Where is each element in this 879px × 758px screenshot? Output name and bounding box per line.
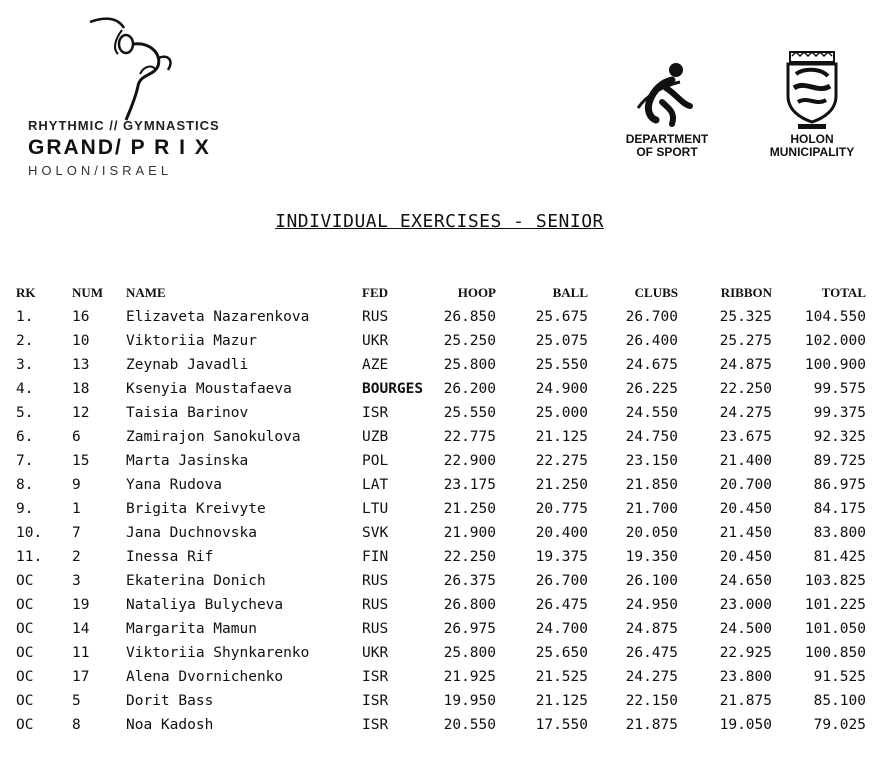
total-score-cell: 100.900 (804, 357, 866, 373)
municipal-crest-icon (784, 50, 840, 130)
total-score-cell: 92.325 (813, 429, 866, 445)
clubs-score-cell: 23.150 (625, 453, 678, 469)
gymnast-name-cell: Inessa Rif (126, 549, 214, 565)
clubs-score-cell: 24.950 (625, 597, 678, 613)
federation-cell: ISR (362, 669, 389, 685)
rank-cell: 11. (16, 549, 43, 565)
clubs-score-cell: 19.350 (625, 549, 678, 565)
hoop-score-cell: 25.550 (443, 405, 496, 421)
ball-score-cell: 21.125 (535, 429, 588, 445)
federation-cell: RUS (362, 573, 389, 589)
page-title: INDIVIDUAL EXERCISES - SENIOR (275, 211, 604, 232)
column-header-name: NAME (126, 285, 166, 300)
rank-cell: 1. (16, 309, 34, 325)
gymnast-name-cell: Alena Dvornichenko (126, 669, 284, 685)
federation-cell: BOURGES (362, 381, 424, 397)
hoop-score-cell: 25.800 (443, 645, 496, 661)
hoop-score-cell: 25.250 (443, 333, 496, 349)
hoop-score-cell: 21.925 (443, 669, 496, 685)
column-header-fed: FED (362, 285, 388, 300)
clubs-score-cell: 26.400 (625, 333, 678, 349)
number-cell: 7 (72, 525, 81, 541)
number-cell: 12 (72, 405, 90, 421)
rank-cell: 10. (16, 525, 43, 541)
hoop-score-cell: 22.775 (443, 429, 496, 445)
number-cell: 9 (72, 477, 81, 493)
column-header-num: NUM (72, 285, 104, 300)
holon-municipality-logo (762, 50, 862, 159)
rank-cell: OC (16, 621, 34, 637)
ball-score-cell: 21.125 (535, 693, 588, 709)
total-score-cell: 84.175 (813, 501, 866, 517)
clubs-score-cell: 26.475 (625, 645, 678, 661)
ball-score-cell: 20.400 (535, 525, 588, 541)
ribbon-score-cell: 21.875 (719, 693, 772, 709)
table-row (16, 353, 866, 377)
gymnast-name-cell: Ksenyia Moustafaeva (126, 381, 292, 397)
rank-cell: 9. (16, 501, 34, 517)
rank-cell: 3. (16, 357, 34, 373)
number-cell: 13 (72, 357, 90, 373)
federation-cell: AZE (362, 357, 389, 373)
total-score-cell: 81.425 (813, 549, 866, 565)
clubs-score-cell: 26.100 (625, 573, 678, 589)
gymnast-name-cell: Zamirajon Sanokulova (126, 429, 301, 445)
rank-cell: 6. (16, 429, 34, 445)
ribbon-score-cell: 23.000 (719, 597, 772, 613)
number-cell: 17 (72, 669, 90, 685)
total-score-cell: 89.725 (813, 453, 866, 469)
clubs-score-cell: 21.700 (625, 501, 678, 517)
clubs-score-cell: 21.850 (625, 477, 678, 493)
table-row (16, 593, 866, 617)
table-row (16, 305, 866, 329)
hoop-score-cell: 22.250 (443, 549, 496, 565)
ball-score-cell: 26.700 (535, 573, 588, 589)
gymnast-name-cell: Noa Kadosh (126, 717, 214, 733)
ball-score-cell: 25.675 (535, 309, 588, 325)
clubs-score-cell: 24.750 (625, 429, 678, 445)
rank-cell: OC (16, 645, 34, 661)
table-row (16, 473, 866, 497)
federation-cell: LTU (362, 501, 389, 517)
federation-cell: RUS (362, 621, 389, 637)
results-body (16, 305, 866, 737)
clubs-score-cell: 24.550 (625, 405, 678, 421)
federation-cell: POL (362, 453, 389, 469)
ball-score-cell: 24.700 (535, 621, 588, 637)
ribbon-score-cell: 23.800 (719, 669, 772, 685)
department-of-sport-logo (612, 60, 722, 159)
sponsor-caption-line2: OF SPORT (636, 145, 698, 159)
column-header-rk: RK (16, 285, 36, 300)
total-score-cell: 85.100 (813, 693, 866, 709)
total-score-cell: 83.800 (813, 525, 866, 541)
logo-text-line3: HOLON/ISRAEL (28, 163, 173, 178)
table-row (16, 425, 866, 449)
ribbon-score-cell: 20.450 (719, 549, 772, 565)
gymnast-name-cell: Taisia Barinov (126, 405, 249, 421)
table-row (16, 641, 866, 665)
federation-cell: SVK (362, 525, 389, 541)
ribbon-score-cell: 21.450 (719, 525, 772, 541)
rank-cell: 8. (16, 477, 34, 493)
hoop-score-cell: 19.950 (443, 693, 496, 709)
hoop-score-cell: 26.375 (443, 573, 496, 589)
hoop-score-cell: 23.175 (443, 477, 496, 493)
gymnast-name-cell: Brigita Kreivyte (126, 501, 266, 517)
table-row (16, 401, 866, 425)
number-cell: 15 (72, 453, 90, 469)
gymnast-name-cell: Jana Duchnovska (126, 525, 257, 541)
rank-cell: OC (16, 597, 34, 613)
column-header-ball: BALL (552, 285, 588, 300)
ribbon-score-cell: 20.700 (719, 477, 772, 493)
hoop-score-cell: 22.900 (443, 453, 496, 469)
sponsor-caption-line1: DEPARTMENT (625, 132, 709, 146)
table-row (16, 521, 866, 545)
number-cell: 3 (72, 573, 81, 589)
table-row (16, 497, 866, 521)
ribbon-score-cell: 24.500 (719, 621, 772, 637)
sponsor-caption-line2: MUNICIPALITY (769, 145, 855, 159)
federation-cell: ISR (362, 693, 389, 709)
table-row (16, 665, 866, 689)
clubs-score-cell: 24.675 (625, 357, 678, 373)
ball-score-cell: 17.550 (535, 717, 588, 733)
results-table (16, 281, 866, 737)
rank-cell: OC (16, 717, 34, 733)
table-row (16, 689, 866, 713)
ribbon-score-cell: 20.450 (719, 501, 772, 517)
federation-cell: ISR (362, 405, 389, 421)
ball-score-cell: 25.550 (535, 357, 588, 373)
table-row (16, 449, 866, 473)
gymnast-name-cell: Nataliya Bulycheva (126, 597, 284, 613)
clubs-score-cell: 22.150 (625, 693, 678, 709)
hoop-score-cell: 21.900 (443, 525, 496, 541)
ball-score-cell: 21.525 (535, 669, 588, 685)
rank-cell: OC (16, 669, 34, 685)
federation-cell: ISR (362, 717, 389, 733)
ball-score-cell: 25.000 (535, 405, 588, 421)
total-score-cell: 100.850 (804, 645, 866, 661)
gymnast-name-cell: Yana Rudova (126, 477, 223, 493)
number-cell: 14 (72, 621, 90, 637)
number-cell: 10 (72, 333, 90, 349)
hoop-score-cell: 20.550 (443, 717, 496, 733)
ribbon-score-cell: 25.325 (719, 309, 772, 325)
column-header-hoop: HOOP (457, 285, 496, 300)
ribbon-score-cell: 21.400 (719, 453, 772, 469)
gymnast-name-cell: Zeynab Javadli (126, 357, 249, 373)
number-cell: 6 (72, 429, 81, 445)
federation-cell: UKR (362, 333, 389, 349)
table-row (16, 377, 866, 401)
total-score-cell: 91.525 (813, 669, 866, 685)
clubs-score-cell: 24.275 (625, 669, 678, 685)
column-header-total: TOTAL (821, 285, 866, 300)
total-score-cell: 86.975 (813, 477, 866, 493)
federation-cell: RUS (362, 597, 389, 613)
number-cell: 16 (72, 309, 90, 325)
gymnast-name-cell: Viktoriia Mazur (126, 333, 257, 349)
clubs-score-cell: 21.875 (625, 717, 678, 733)
number-cell: 11 (72, 645, 90, 661)
hoop-score-cell: 26.850 (443, 309, 496, 325)
clubs-score-cell: 20.050 (625, 525, 678, 541)
hoop-score-cell: 26.975 (443, 621, 496, 637)
gymnast-name-cell: Ekaterina Donich (126, 573, 266, 589)
number-cell: 18 (72, 381, 90, 397)
federation-cell: RUS (362, 309, 389, 325)
number-cell: 19 (72, 597, 90, 613)
total-score-cell: 104.550 (804, 309, 866, 325)
total-score-cell: 103.825 (804, 573, 866, 589)
clubs-score-cell: 26.225 (625, 381, 678, 397)
number-cell: 5 (72, 693, 81, 709)
ribbon-score-cell: 24.875 (719, 357, 772, 373)
table-row (16, 329, 866, 353)
number-cell: 2 (72, 549, 81, 565)
column-header-ribbon: RIBBON (720, 285, 772, 300)
total-score-cell: 99.575 (813, 381, 866, 397)
table-row (16, 569, 866, 593)
ball-score-cell: 26.475 (535, 597, 588, 613)
ribbon-score-cell: 19.050 (719, 717, 772, 733)
table-row (16, 713, 866, 737)
total-score-cell: 79.025 (813, 717, 866, 733)
table-row (16, 545, 866, 569)
gymnast-ribbon-icon (88, 14, 188, 124)
total-score-cell: 101.050 (804, 621, 866, 637)
logo-text-line2: GRAND/ P R I X (28, 136, 211, 159)
gymnast-name-cell: Viktoriia Shynkarenko (126, 645, 310, 661)
ball-score-cell: 19.375 (535, 549, 588, 565)
ribbon-score-cell: 22.250 (719, 381, 772, 397)
total-score-cell: 102.000 (804, 333, 866, 349)
rank-cell: 5. (16, 405, 34, 421)
federation-cell: FIN (362, 549, 389, 565)
ball-score-cell: 22.275 (535, 453, 588, 469)
gymnast-name-cell: Dorit Bass (126, 693, 214, 709)
clubs-score-cell: 26.700 (625, 309, 678, 325)
event-logo (24, 14, 234, 184)
ribbon-score-cell: 23.675 (719, 429, 772, 445)
federation-cell: LAT (362, 477, 389, 493)
rank-cell: OC (16, 573, 34, 589)
hoop-score-cell: 26.800 (443, 597, 496, 613)
ribbon-score-cell: 24.275 (719, 405, 772, 421)
running-athlete-icon (632, 60, 702, 130)
ribbon-score-cell: 24.650 (719, 573, 772, 589)
total-score-cell: 99.375 (813, 405, 866, 421)
hoop-score-cell: 26.200 (443, 381, 496, 397)
ball-score-cell: 24.900 (535, 381, 588, 397)
gymnast-name-cell: Elizaveta Nazarenkova (126, 309, 310, 325)
rank-cell: 2. (16, 333, 34, 349)
number-cell: 8 (72, 717, 81, 733)
ribbon-score-cell: 22.925 (719, 645, 772, 661)
sponsor-caption-line1: HOLON (790, 132, 834, 146)
hoop-score-cell: 21.250 (443, 501, 496, 517)
gymnast-name-cell: Marta Jasinska (126, 453, 249, 469)
column-header-clubs: CLUBS (634, 285, 678, 300)
ball-score-cell: 20.775 (535, 501, 588, 517)
rank-cell: 7. (16, 453, 34, 469)
table-row (16, 617, 866, 641)
federation-cell: UKR (362, 645, 389, 661)
gymnast-name-cell: Margarita Mamun (126, 621, 257, 637)
rank-cell: OC (16, 693, 34, 709)
logo-text-line1: RHYTHMIC // GYMNASTICS (28, 118, 220, 133)
ball-score-cell: 21.250 (535, 477, 588, 493)
ball-score-cell: 25.075 (535, 333, 588, 349)
number-cell: 1 (72, 501, 81, 517)
table-header-row (16, 281, 866, 305)
ball-score-cell: 25.650 (535, 645, 588, 661)
federation-cell: UZB (362, 429, 389, 445)
ribbon-score-cell: 25.275 (719, 333, 772, 349)
rank-cell: 4. (16, 381, 34, 397)
total-score-cell: 101.225 (804, 597, 866, 613)
hoop-score-cell: 25.800 (443, 357, 496, 373)
clubs-score-cell: 24.875 (625, 621, 678, 637)
